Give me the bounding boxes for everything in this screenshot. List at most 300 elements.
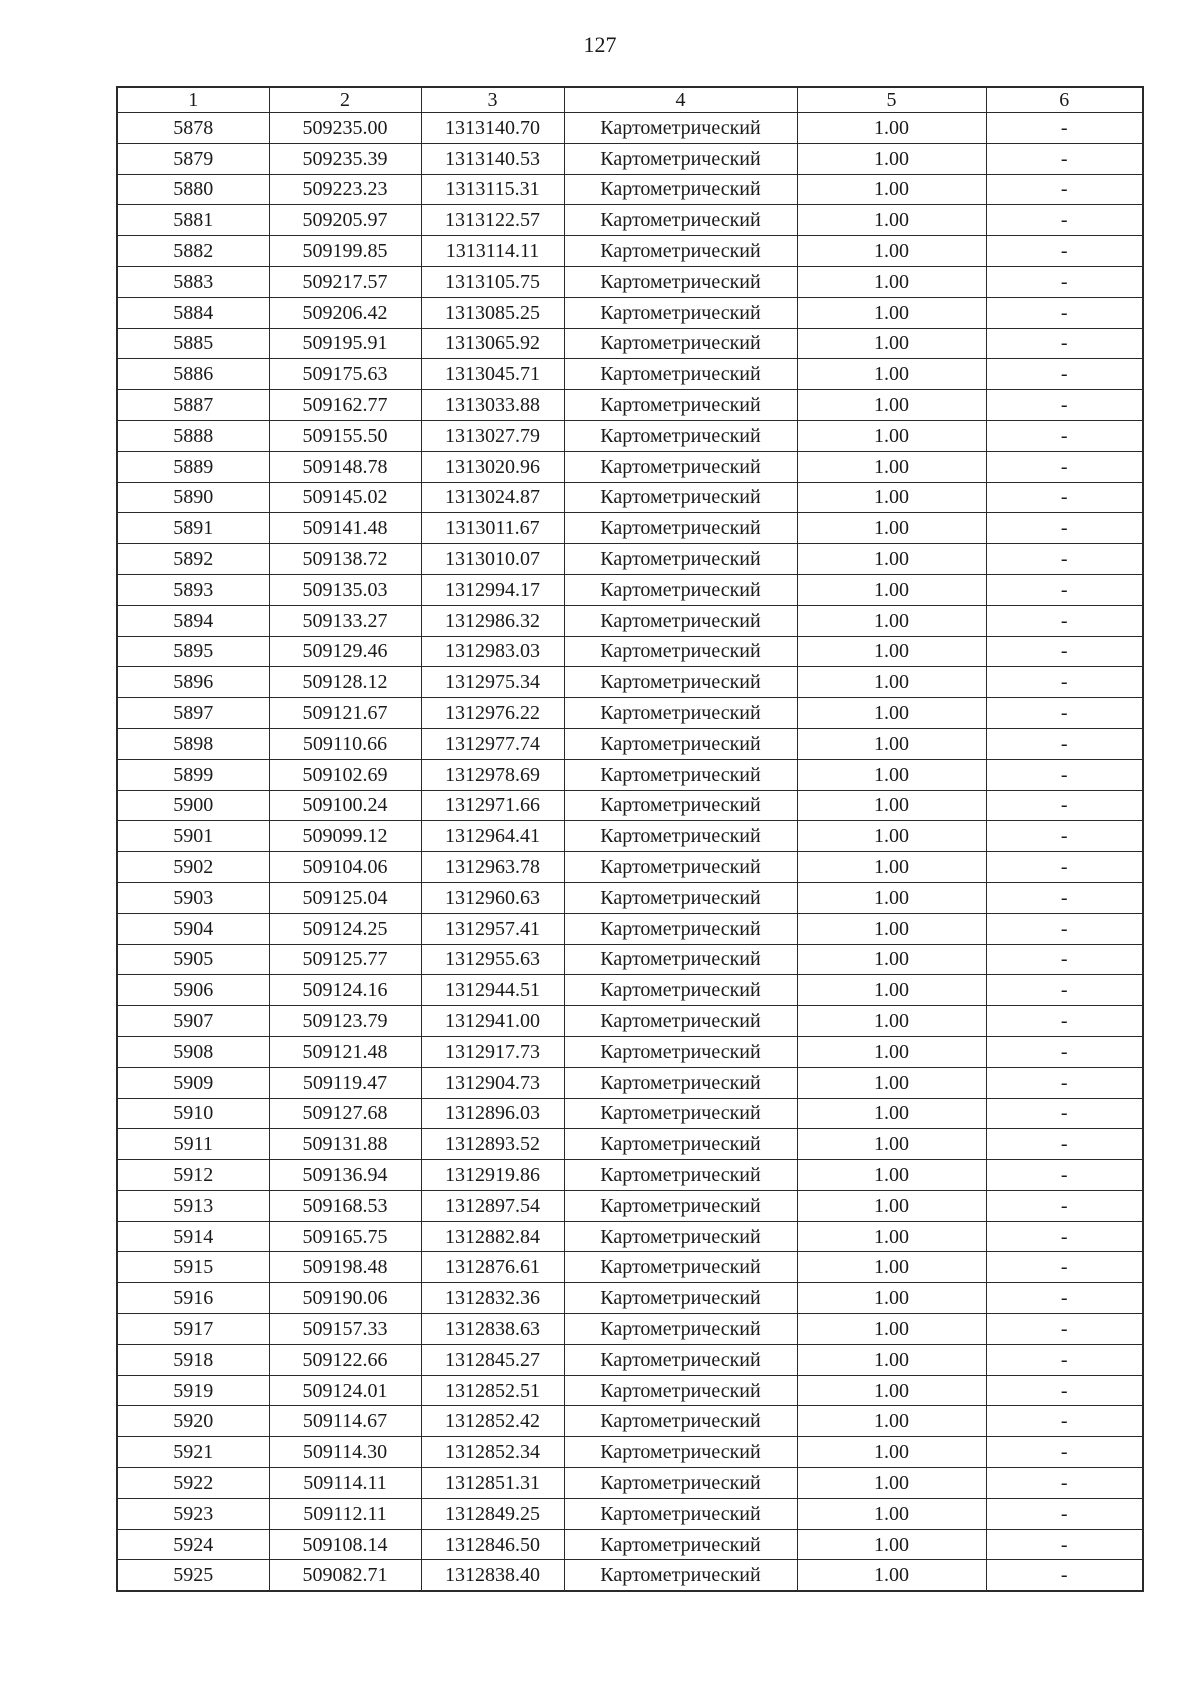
- cell-y-coordinate: 1313085.25: [421, 297, 564, 328]
- cell-point-number: 5880: [117, 174, 269, 205]
- header-row: [117, 87, 1143, 113]
- cell-x-coordinate: 509131.88: [269, 1129, 421, 1160]
- table-row: [117, 143, 1143, 174]
- cell-method: Картометрический: [564, 1006, 797, 1037]
- cell-notes: -: [986, 759, 1143, 790]
- cell-notes: -: [986, 1221, 1143, 1252]
- cell-x-coordinate: 509114.11: [269, 1468, 421, 1499]
- table-row: [117, 1344, 1143, 1375]
- cell-x-coordinate: 509157.33: [269, 1314, 421, 1345]
- cell-x-coordinate: 509128.12: [269, 667, 421, 698]
- cell-accuracy: 1.00: [797, 1036, 986, 1067]
- cell-point-number: 5887: [117, 390, 269, 421]
- cell-notes: -: [986, 790, 1143, 821]
- cell-x-coordinate: 509122.66: [269, 1344, 421, 1375]
- cell-method: Картометрический: [564, 1406, 797, 1437]
- cell-notes: -: [986, 975, 1143, 1006]
- cell-point-number: 5891: [117, 513, 269, 544]
- cell-x-coordinate: 509206.42: [269, 297, 421, 328]
- cell-point-number: 5907: [117, 1006, 269, 1037]
- cell-point-number: 5913: [117, 1190, 269, 1221]
- cell-notes: -: [986, 1314, 1143, 1345]
- cell-x-coordinate: 509123.79: [269, 1006, 421, 1037]
- table-row: [117, 667, 1143, 698]
- cell-point-number: 5901: [117, 821, 269, 852]
- cell-y-coordinate: 1312957.41: [421, 913, 564, 944]
- cell-accuracy: 1.00: [797, 728, 986, 759]
- cell-y-coordinate: 1312832.36: [421, 1283, 564, 1314]
- cell-notes: -: [986, 236, 1143, 267]
- cell-notes: -: [986, 1498, 1143, 1529]
- cell-x-coordinate: 509112.11: [269, 1498, 421, 1529]
- cell-x-coordinate: 509155.50: [269, 420, 421, 451]
- table-row: [117, 698, 1143, 729]
- cell-accuracy: 1.00: [797, 1560, 986, 1591]
- table-row: [117, 544, 1143, 575]
- cell-point-number: 5896: [117, 667, 269, 698]
- cell-x-coordinate: 509195.91: [269, 328, 421, 359]
- cell-accuracy: 1.00: [797, 482, 986, 513]
- cell-accuracy: 1.00: [797, 390, 986, 421]
- cell-method: Картометрический: [564, 451, 797, 482]
- cell-y-coordinate: 1312917.73: [421, 1036, 564, 1067]
- cell-notes: -: [986, 359, 1143, 390]
- cell-x-coordinate: 509119.47: [269, 1067, 421, 1098]
- cell-x-coordinate: 509114.67: [269, 1406, 421, 1437]
- table-row: [117, 1498, 1143, 1529]
- cell-accuracy: 1.00: [797, 1375, 986, 1406]
- cell-y-coordinate: 1312963.78: [421, 852, 564, 883]
- cell-notes: -: [986, 1252, 1143, 1283]
- cell-accuracy: 1.00: [797, 852, 986, 883]
- cell-point-number: 5893: [117, 574, 269, 605]
- cell-accuracy: 1.00: [797, 1067, 986, 1098]
- cell-method: Картометрический: [564, 174, 797, 205]
- cell-x-coordinate: 509235.00: [269, 113, 421, 144]
- cell-accuracy: 1.00: [797, 944, 986, 975]
- cell-accuracy: 1.00: [797, 1160, 986, 1191]
- cell-x-coordinate: 509121.67: [269, 698, 421, 729]
- cell-notes: -: [986, 636, 1143, 667]
- cell-notes: -: [986, 1190, 1143, 1221]
- table-row: [117, 1160, 1143, 1191]
- cell-y-coordinate: 1312960.63: [421, 882, 564, 913]
- cell-y-coordinate: 1313011.67: [421, 513, 564, 544]
- cell-point-number: 5911: [117, 1129, 269, 1160]
- cell-y-coordinate: 1312896.03: [421, 1098, 564, 1129]
- cell-method: Картометрический: [564, 1344, 797, 1375]
- table-row: [117, 1098, 1143, 1129]
- cell-point-number: 5898: [117, 728, 269, 759]
- cell-y-coordinate: 1313020.96: [421, 451, 564, 482]
- table-row: [117, 790, 1143, 821]
- cell-method: Картометрический: [564, 944, 797, 975]
- cell-accuracy: 1.00: [797, 205, 986, 236]
- cell-x-coordinate: 509082.71: [269, 1560, 421, 1591]
- cell-notes: -: [986, 1529, 1143, 1560]
- cell-y-coordinate: 1313122.57: [421, 205, 564, 236]
- cell-method: Картометрический: [564, 113, 797, 144]
- table-row: [117, 482, 1143, 513]
- cell-notes: -: [986, 113, 1143, 144]
- table-row: [117, 1283, 1143, 1314]
- cell-y-coordinate: 1312876.61: [421, 1252, 564, 1283]
- cell-y-coordinate: 1312846.50: [421, 1529, 564, 1560]
- cell-y-coordinate: 1312845.27: [421, 1344, 564, 1375]
- cell-y-coordinate: 1312983.03: [421, 636, 564, 667]
- cell-notes: -: [986, 1560, 1143, 1591]
- cell-y-coordinate: 1312852.51: [421, 1375, 564, 1406]
- cell-notes: -: [986, 174, 1143, 205]
- cell-method: Картометрический: [564, 390, 797, 421]
- cell-point-number: 5903: [117, 882, 269, 913]
- cell-notes: -: [986, 482, 1143, 513]
- table-row: [117, 1314, 1143, 1345]
- cell-y-coordinate: 1312882.84: [421, 1221, 564, 1252]
- cell-accuracy: 1.00: [797, 667, 986, 698]
- cell-notes: -: [986, 1067, 1143, 1098]
- cell-notes: -: [986, 1344, 1143, 1375]
- cell-notes: -: [986, 390, 1143, 421]
- cell-accuracy: 1.00: [797, 975, 986, 1006]
- table-row: [117, 728, 1143, 759]
- cell-y-coordinate: 1312964.41: [421, 821, 564, 852]
- table-row: [117, 390, 1143, 421]
- cell-notes: -: [986, 852, 1143, 883]
- cell-notes: -: [986, 205, 1143, 236]
- cell-y-coordinate: 1313033.88: [421, 390, 564, 421]
- table-row: [117, 328, 1143, 359]
- cell-point-number: 5885: [117, 328, 269, 359]
- cell-x-coordinate: 509133.27: [269, 605, 421, 636]
- cell-method: Картометрический: [564, 1098, 797, 1129]
- cell-point-number: 5899: [117, 759, 269, 790]
- cell-method: Картометрический: [564, 913, 797, 944]
- cell-y-coordinate: 1313140.70: [421, 113, 564, 144]
- cell-method: Картометрический: [564, 728, 797, 759]
- cell-notes: -: [986, 451, 1143, 482]
- table-header: [117, 87, 1143, 113]
- cell-notes: -: [986, 1437, 1143, 1468]
- table-row: [117, 451, 1143, 482]
- cell-x-coordinate: 509124.01: [269, 1375, 421, 1406]
- cell-y-coordinate: 1312976.22: [421, 698, 564, 729]
- cell-x-coordinate: 509127.68: [269, 1098, 421, 1129]
- cell-point-number: 5878: [117, 113, 269, 144]
- cell-method: Картометрический: [564, 790, 797, 821]
- cell-notes: -: [986, 1375, 1143, 1406]
- cell-y-coordinate: 1313065.92: [421, 328, 564, 359]
- cell-method: Картометрический: [564, 1129, 797, 1160]
- cell-y-coordinate: 1312838.40: [421, 1560, 564, 1591]
- cell-notes: -: [986, 882, 1143, 913]
- cell-accuracy: 1.00: [797, 1529, 986, 1560]
- cell-x-coordinate: 509235.39: [269, 143, 421, 174]
- table-row: [117, 359, 1143, 390]
- table-row: [117, 1006, 1143, 1037]
- table-body: [117, 113, 1143, 1592]
- cell-y-coordinate: 1312897.54: [421, 1190, 564, 1221]
- cell-method: Картометрический: [564, 1067, 797, 1098]
- cell-method: Картометрический: [564, 574, 797, 605]
- cell-x-coordinate: 509205.97: [269, 205, 421, 236]
- cell-notes: -: [986, 544, 1143, 575]
- cell-x-coordinate: 509217.57: [269, 266, 421, 297]
- cell-point-number: 5886: [117, 359, 269, 390]
- cell-x-coordinate: 509110.66: [269, 728, 421, 759]
- cell-notes: -: [986, 698, 1143, 729]
- cell-accuracy: 1.00: [797, 113, 986, 144]
- cell-point-number: 5912: [117, 1160, 269, 1191]
- cell-point-number: 5889: [117, 451, 269, 482]
- cell-point-number: 5906: [117, 975, 269, 1006]
- cell-x-coordinate: 509125.77: [269, 944, 421, 975]
- cell-y-coordinate: 1313045.71: [421, 359, 564, 390]
- table-row: [117, 1067, 1143, 1098]
- cell-notes: -: [986, 574, 1143, 605]
- cell-notes: -: [986, 1406, 1143, 1437]
- table-row: [117, 266, 1143, 297]
- cell-y-coordinate: 1312919.86: [421, 1160, 564, 1191]
- cell-notes: -: [986, 1468, 1143, 1499]
- cell-y-coordinate: 1313115.31: [421, 174, 564, 205]
- cell-x-coordinate: 509168.53: [269, 1190, 421, 1221]
- cell-method: Картометрический: [564, 266, 797, 297]
- table-row: [117, 513, 1143, 544]
- cell-y-coordinate: 1312852.34: [421, 1437, 564, 1468]
- cell-point-number: 5919: [117, 1375, 269, 1406]
- cell-method: Картометрический: [564, 482, 797, 513]
- table-row: [117, 1529, 1143, 1560]
- cell-accuracy: 1.00: [797, 1221, 986, 1252]
- table-row: [117, 821, 1143, 852]
- cell-accuracy: 1.00: [797, 420, 986, 451]
- cell-accuracy: 1.00: [797, 1437, 986, 1468]
- cell-x-coordinate: 509102.69: [269, 759, 421, 790]
- cell-point-number: 5921: [117, 1437, 269, 1468]
- cell-accuracy: 1.00: [797, 759, 986, 790]
- cell-y-coordinate: 1312971.66: [421, 790, 564, 821]
- cell-method: Картометрический: [564, 1560, 797, 1591]
- cell-method: Картометрический: [564, 1190, 797, 1221]
- cell-notes: -: [986, 420, 1143, 451]
- cell-accuracy: 1.00: [797, 1406, 986, 1437]
- table-row: [117, 882, 1143, 913]
- cell-notes: -: [986, 297, 1143, 328]
- cell-method: Картометрический: [564, 605, 797, 636]
- cell-x-coordinate: 509223.23: [269, 174, 421, 205]
- cell-accuracy: 1.00: [797, 913, 986, 944]
- table-row: [117, 944, 1143, 975]
- cell-point-number: 5882: [117, 236, 269, 267]
- cell-point-number: 5883: [117, 266, 269, 297]
- cell-accuracy: 1.00: [797, 544, 986, 575]
- table-row: [117, 113, 1143, 144]
- table-row: [117, 1375, 1143, 1406]
- cell-method: Картометрический: [564, 882, 797, 913]
- cell-accuracy: 1.00: [797, 1314, 986, 1345]
- cell-method: Картометрический: [564, 328, 797, 359]
- cell-point-number: 5909: [117, 1067, 269, 1098]
- cell-point-number: 5895: [117, 636, 269, 667]
- cell-y-coordinate: 1313010.07: [421, 544, 564, 575]
- cell-method: Картометрический: [564, 1283, 797, 1314]
- page-number: 127: [583, 32, 617, 57]
- table-row: [117, 605, 1143, 636]
- cell-x-coordinate: 509141.48: [269, 513, 421, 544]
- cell-accuracy: 1.00: [797, 790, 986, 821]
- cell-method: Картометрический: [564, 236, 797, 267]
- cell-point-number: 5897: [117, 698, 269, 729]
- cell-method: Картометрический: [564, 1314, 797, 1345]
- cell-method: Картометрический: [564, 759, 797, 790]
- cell-method: Картометрический: [564, 1252, 797, 1283]
- cell-x-coordinate: 509138.72: [269, 544, 421, 575]
- cell-method: Картометрический: [564, 636, 797, 667]
- cell-accuracy: 1.00: [797, 359, 986, 390]
- cell-point-number: 5902: [117, 852, 269, 883]
- cell-notes: -: [986, 1006, 1143, 1037]
- cell-method: Картометрический: [564, 821, 797, 852]
- cell-x-coordinate: 509108.14: [269, 1529, 421, 1560]
- cell-point-number: 5900: [117, 790, 269, 821]
- cell-accuracy: 1.00: [797, 1098, 986, 1129]
- cell-y-coordinate: 1313024.87: [421, 482, 564, 513]
- cell-method: Картометрический: [564, 1498, 797, 1529]
- cell-x-coordinate: 509124.16: [269, 975, 421, 1006]
- table-row: [117, 1560, 1143, 1591]
- cell-method: Картометрический: [564, 544, 797, 575]
- cell-y-coordinate: 1312944.51: [421, 975, 564, 1006]
- table-row: [117, 1036, 1143, 1067]
- cell-point-number: 5904: [117, 913, 269, 944]
- cell-x-coordinate: 509199.85: [269, 236, 421, 267]
- table-row: [117, 1252, 1143, 1283]
- cell-notes: -: [986, 328, 1143, 359]
- cell-x-coordinate: 509198.48: [269, 1252, 421, 1283]
- cell-accuracy: 1.00: [797, 297, 986, 328]
- column-header-6: 6: [986, 87, 1143, 113]
- column-header-4: 4: [564, 87, 797, 113]
- cell-point-number: 5920: [117, 1406, 269, 1437]
- cell-notes: -: [986, 513, 1143, 544]
- cell-x-coordinate: 509100.24: [269, 790, 421, 821]
- cell-accuracy: 1.00: [797, 1344, 986, 1375]
- cell-x-coordinate: 509124.25: [269, 913, 421, 944]
- cell-accuracy: 1.00: [797, 1006, 986, 1037]
- cell-method: Картометрический: [564, 143, 797, 174]
- cell-method: Картометрический: [564, 1529, 797, 1560]
- cell-method: Картометрический: [564, 698, 797, 729]
- table-row: [117, 574, 1143, 605]
- table-row: [117, 1221, 1143, 1252]
- column-header-3: 3: [421, 87, 564, 113]
- cell-x-coordinate: 509125.04: [269, 882, 421, 913]
- cell-notes: -: [986, 1160, 1143, 1191]
- cell-x-coordinate: 509104.06: [269, 852, 421, 883]
- cell-x-coordinate: 509162.77: [269, 390, 421, 421]
- cell-accuracy: 1.00: [797, 574, 986, 605]
- cell-point-number: 5892: [117, 544, 269, 575]
- cell-accuracy: 1.00: [797, 1252, 986, 1283]
- cell-accuracy: 1.00: [797, 605, 986, 636]
- cell-x-coordinate: 509165.75: [269, 1221, 421, 1252]
- table-row: [117, 636, 1143, 667]
- cell-point-number: 5917: [117, 1314, 269, 1345]
- cell-accuracy: 1.00: [797, 236, 986, 267]
- cell-method: Картометрический: [564, 205, 797, 236]
- cell-point-number: 5914: [117, 1221, 269, 1252]
- cell-y-coordinate: 1313140.53: [421, 143, 564, 174]
- cell-accuracy: 1.00: [797, 451, 986, 482]
- cell-accuracy: 1.00: [797, 821, 986, 852]
- cell-x-coordinate: 509148.78: [269, 451, 421, 482]
- cell-x-coordinate: 509136.94: [269, 1160, 421, 1191]
- cell-accuracy: 1.00: [797, 636, 986, 667]
- cell-method: Картометрический: [564, 852, 797, 883]
- cell-y-coordinate: 1312838.63: [421, 1314, 564, 1345]
- cell-x-coordinate: 509135.03: [269, 574, 421, 605]
- cell-notes: -: [986, 1129, 1143, 1160]
- table-row: [117, 1437, 1143, 1468]
- cell-accuracy: 1.00: [797, 698, 986, 729]
- column-header-1: 1: [117, 87, 269, 113]
- cell-point-number: 5884: [117, 297, 269, 328]
- cell-point-number: 5918: [117, 1344, 269, 1375]
- cell-notes: -: [986, 1098, 1143, 1129]
- cell-y-coordinate: 1312941.00: [421, 1006, 564, 1037]
- cell-y-coordinate: 1312994.17: [421, 574, 564, 605]
- cell-accuracy: 1.00: [797, 266, 986, 297]
- cell-point-number: 5894: [117, 605, 269, 636]
- cell-accuracy: 1.00: [797, 1468, 986, 1499]
- cell-notes: -: [986, 667, 1143, 698]
- cell-point-number: 5908: [117, 1036, 269, 1067]
- cell-point-number: 5924: [117, 1529, 269, 1560]
- cell-y-coordinate: 1313114.11: [421, 236, 564, 267]
- cell-point-number: 5879: [117, 143, 269, 174]
- table-row: [117, 759, 1143, 790]
- cell-accuracy: 1.00: [797, 513, 986, 544]
- cell-x-coordinate: 509145.02: [269, 482, 421, 513]
- table-row: [117, 1129, 1143, 1160]
- cell-x-coordinate: 509129.46: [269, 636, 421, 667]
- cell-y-coordinate: 1312893.52: [421, 1129, 564, 1160]
- cell-method: Картометрический: [564, 513, 797, 544]
- table-row: [117, 975, 1143, 1006]
- cell-x-coordinate: 509175.63: [269, 359, 421, 390]
- cell-y-coordinate: 1312852.42: [421, 1406, 564, 1437]
- column-header-5: 5: [797, 87, 986, 113]
- cell-notes: -: [986, 913, 1143, 944]
- cell-y-coordinate: 1313027.79: [421, 420, 564, 451]
- cell-notes: -: [986, 944, 1143, 975]
- cell-y-coordinate: 1313105.75: [421, 266, 564, 297]
- cell-notes: -: [986, 1283, 1143, 1314]
- cell-notes: -: [986, 821, 1143, 852]
- cell-y-coordinate: 1312986.32: [421, 605, 564, 636]
- cell-accuracy: 1.00: [797, 143, 986, 174]
- cell-x-coordinate: 509114.30: [269, 1437, 421, 1468]
- coordinates-table: [116, 86, 1144, 1592]
- cell-method: Картометрический: [564, 1375, 797, 1406]
- table-row: [117, 1468, 1143, 1499]
- cell-point-number: 5923: [117, 1498, 269, 1529]
- cell-notes: -: [986, 143, 1143, 174]
- cell-point-number: 5905: [117, 944, 269, 975]
- cell-accuracy: 1.00: [797, 1498, 986, 1529]
- cell-notes: -: [986, 266, 1143, 297]
